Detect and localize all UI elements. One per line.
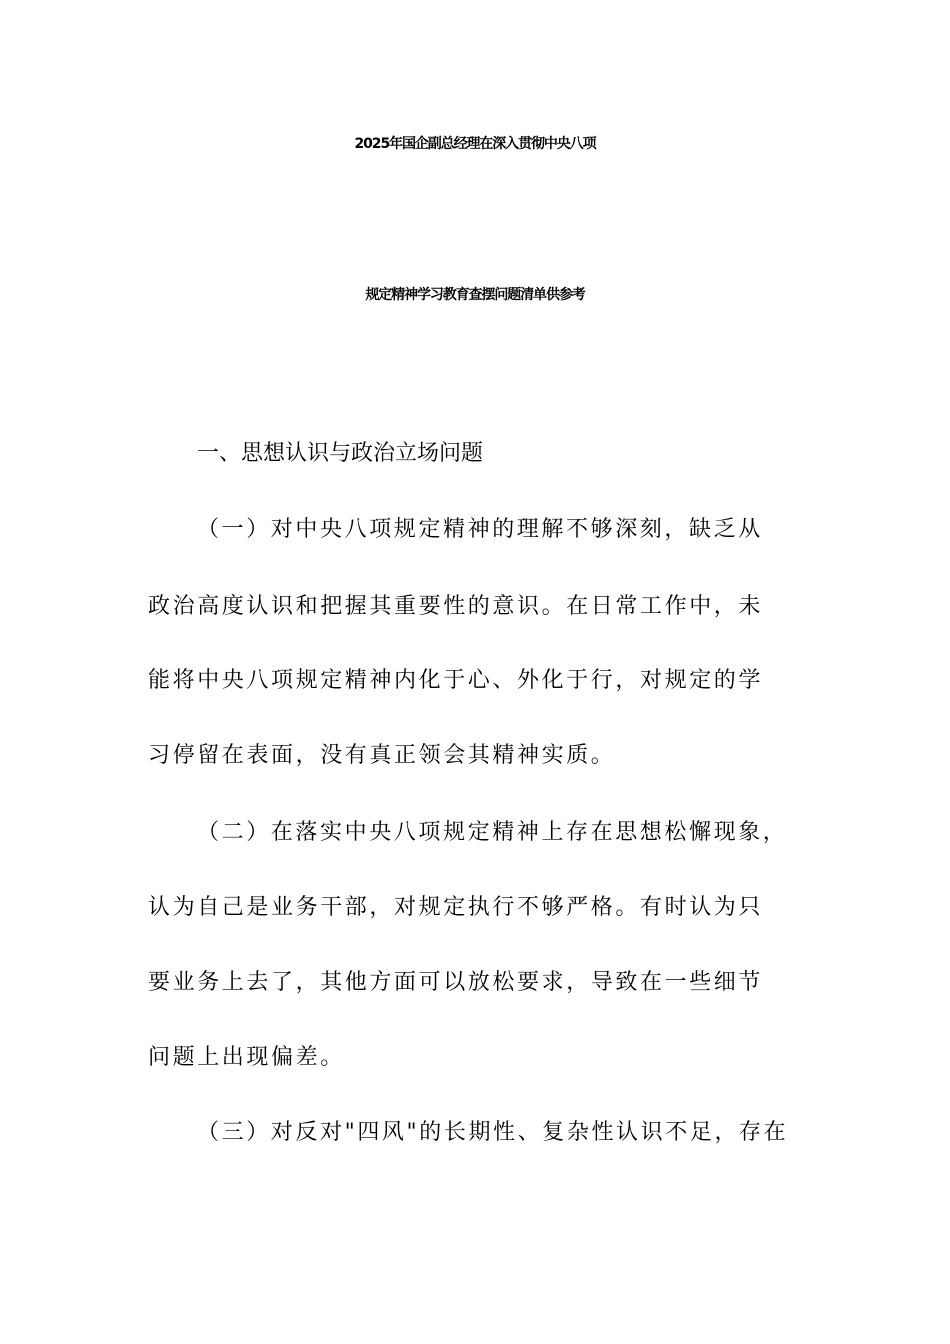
paragraph-2-line-4: 问题上出现偏差。	[148, 1045, 345, 1070]
section-heading: 一、思想认识与政治立场问题	[197, 441, 484, 466]
paragraph-1-line-3: 能将中央八项规定精神内化于心、外化于行，对规定的学	[148, 668, 764, 693]
paragraph-2-line-1: （二）在落实中央八项规定精神上存在思想松懈现象，	[197, 820, 788, 845]
paragraph-3-line-1: （三）对反对"四风"的长期性、复杂性认识不足，存在	[197, 1120, 789, 1145]
paragraph-1-line-4: 习停留在表面，没有真正领会其精神实质。	[148, 743, 616, 768]
document-title-line-1: 2025年国企副总经理在深入贯彻中央八项	[354, 136, 596, 152]
paragraph-2-line-2: 认为自己是业务干部，对规定执行不够严格。有时认为只	[148, 895, 764, 920]
document-title-line-2: 规定精神学习教育查摆问题清单供参考	[365, 287, 585, 303]
paragraph-1-line-2: 政治高度认识和把握其重要性的意识。在日常工作中，未	[148, 594, 764, 619]
paragraph-2-line-3: 要业务上去了，其他方面可以放松要求，导致在一些细节	[148, 970, 764, 995]
paragraph-1-line-1: （一）对中央八项规定精神的理解不够深刻，缺乏从	[197, 517, 763, 542]
